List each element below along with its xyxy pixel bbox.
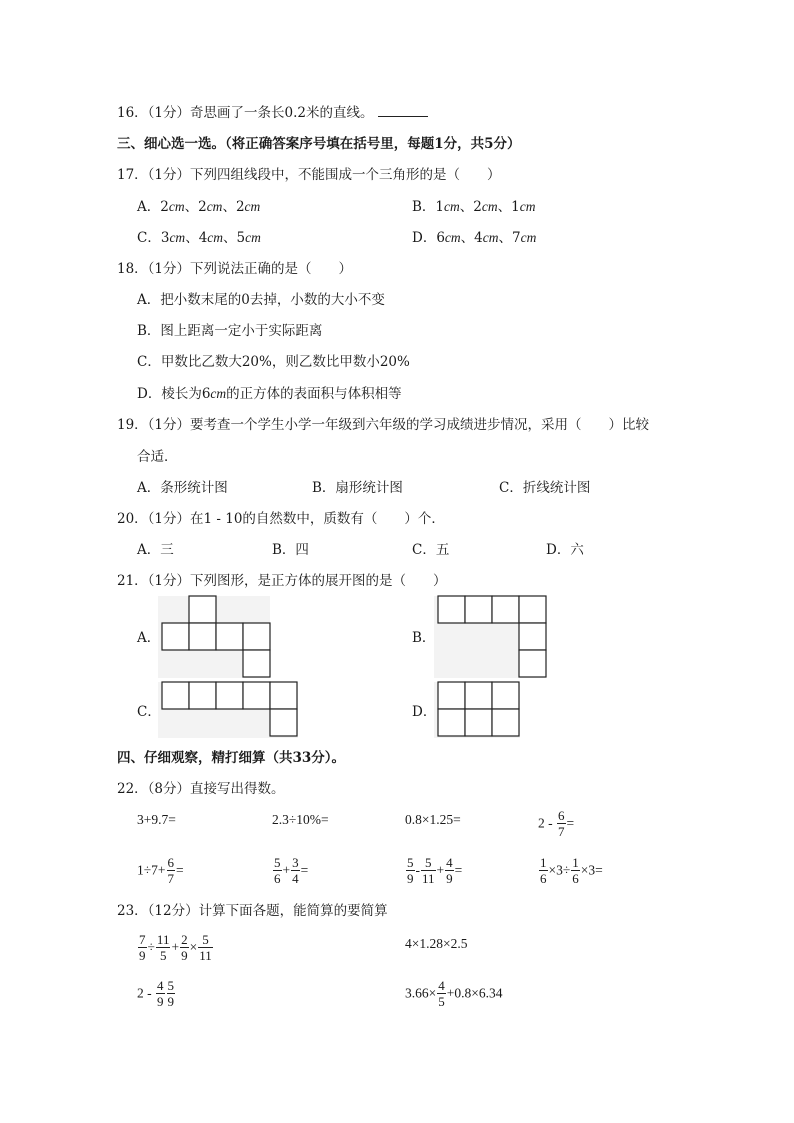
q22-expr-6: $\frac{5}{6}$ + $\frac{3}{4}$ = — [274, 855, 309, 886]
q17-option-b[interactable]: B．1cm、2cm、1cm — [412, 199, 536, 215]
q22-expr-8: $\frac{1}{6}$ ×3÷ $\frac{1}{6}$ ×3= — [540, 855, 603, 886]
q17-option-d[interactable]: D．6cm、4cm、7cm — [412, 230, 537, 246]
net-c-square — [243, 682, 270, 709]
net-a-square — [162, 623, 189, 650]
q17-stem: 17．（1分）下列四组线段中，不能围成一个三角形的是（ ） — [117, 167, 501, 183]
net-c-square — [270, 709, 297, 736]
net-b-square — [519, 596, 546, 623]
net-d-square — [465, 709, 492, 736]
q20-option-b[interactable]: B．四 — [272, 542, 309, 558]
net-a-square — [243, 623, 270, 650]
net-d-square — [438, 709, 465, 736]
q22-expr-3: 0.8×1.25= — [405, 812, 461, 827]
q20-option-c[interactable]: C．五 — [412, 542, 450, 558]
q23-expr-4: 3.66× $\frac{4}{5}$ +0.8×6.34 — [405, 978, 503, 1009]
q21-option-d-label[interactable]: D． — [412, 704, 437, 720]
q22-stem: 22．（8分）直接写出得数。 — [117, 781, 285, 797]
net-a-square — [189, 596, 216, 623]
net-c-square — [216, 682, 243, 709]
net-b-square — [519, 623, 546, 650]
q16-text: 16．（1分）奇思画了一条长0.2米的直线。 — [117, 105, 374, 121]
q18-option-d[interactable]: D．棱长为6cm的正方体的表面积与体积相等 — [137, 386, 402, 402]
q23-expr-2: 4×1.28×2.5 — [405, 936, 468, 951]
net-b-square — [438, 596, 465, 623]
q23-stem: 23．（12分）计算下面各题，能简算的要简算 — [117, 903, 388, 919]
q21-net-a[interactable] — [160, 594, 272, 678]
q19-option-c[interactable]: C．折线统计图 — [499, 480, 591, 496]
q18-option-c[interactable]: C．甲数比乙数大20%，则乙数比甲数小20% — [137, 354, 410, 370]
q22-expr-1: 3+9.7= — [137, 812, 176, 827]
q19-option-b[interactable]: B．扇形统计图 — [312, 480, 403, 496]
net-c-square — [162, 682, 189, 709]
q20-option-a[interactable]: A．三 — [137, 542, 174, 558]
q17-option-c[interactable]: C．3cm、4cm、5cm — [137, 230, 261, 246]
section3-heading: 三、细心选一选。（将正确答案序号填在括号里，每题1分，共5分） — [117, 136, 521, 152]
q21-net-d[interactable] — [436, 680, 522, 738]
q18-stem: 18．（1分）下列说法正确的是（ ） — [117, 261, 353, 277]
q21-option-a-label[interactable]: A． — [137, 630, 161, 646]
q22-expr-5: 1÷7+ $\frac{6}{7}$ = — [137, 855, 184, 886]
q21-stem: 21．（1分）下列图形，是正方体的展开图的是（ ） — [117, 573, 447, 589]
net-b-square — [519, 650, 546, 677]
q22-expr-7: $\frac{5}{9}$ - $\frac{5}{11}$ + $\frac{4}{9}$ = — [407, 855, 463, 886]
q19-stem-line1: 19．（1分）要考查一个学生小学一年级到六年级的学习成绩进步情况，采用（ ）比较 — [117, 417, 650, 433]
net-a-square — [243, 650, 270, 677]
section4-heading: 四、仔细观察，精打细算（共33分）。 — [117, 750, 346, 766]
q18-option-b[interactable]: B．图上距离一定小于实际距离 — [137, 323, 323, 339]
net-c-square — [189, 682, 216, 709]
q23-expr-3: 2 - $\frac{4}{9}$ $\frac{5}{9}$ — [137, 978, 174, 1009]
q19-option-a[interactable]: A．条形统计图 — [137, 480, 228, 496]
q16-line — [117, 104, 428, 122]
q20-option-d[interactable]: D．六 — [546, 542, 584, 558]
q23-expr-1: $\frac{7}{9}$ ÷ $\frac{11}{5}$ + $\frac{2}{9}$ × $\frac{5}{11}$ — [139, 932, 212, 963]
net-b-square — [492, 596, 519, 623]
net-b-square — [465, 596, 492, 623]
q19-stem-line2: 合适． — [137, 449, 178, 465]
q18-option-a[interactable]: A．把小数末尾的0去掉，小数的大小不变 — [137, 292, 385, 308]
net-a-square — [189, 623, 216, 650]
q21-net-c[interactable] — [160, 680, 300, 738]
net-d-square — [465, 682, 492, 709]
net-d-square — [438, 682, 465, 709]
q22-expr-4: 2 - $\frac{6}{7}$ = — [538, 808, 575, 839]
net-c-square — [270, 682, 297, 709]
q22-expr-2: 2.3÷10%= — [272, 812, 329, 827]
q16-answer-blank[interactable] — [378, 104, 428, 117]
net-a-square — [216, 623, 243, 650]
q20-stem: 20．（1分）在1 - 10的自然数中，质数有（ ）个． — [117, 511, 445, 527]
net-d-square — [492, 682, 519, 709]
q21-option-c-label[interactable]: C． — [137, 704, 161, 720]
net-d-square — [492, 709, 519, 736]
q17-option-a[interactable]: A．2cm、2cm、2cm — [137, 199, 261, 215]
q21-option-b-label[interactable]: B． — [412, 630, 436, 646]
q21-net-b[interactable] — [436, 594, 548, 678]
